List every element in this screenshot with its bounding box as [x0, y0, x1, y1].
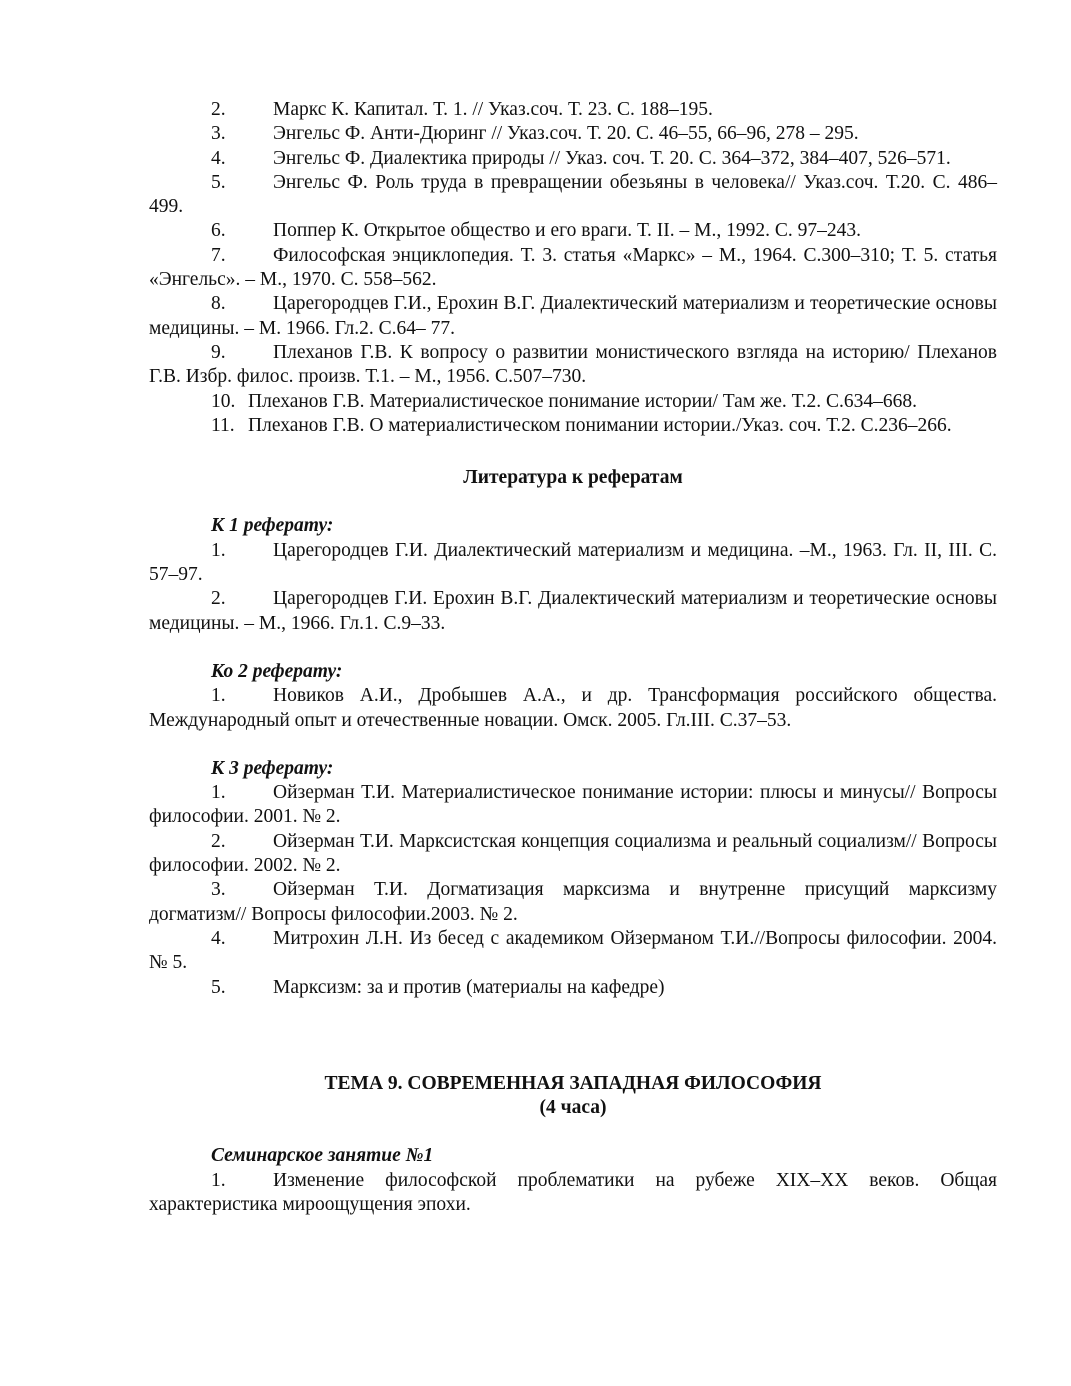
item-number: 4. — [211, 147, 226, 169]
list-item — [149, 171, 997, 220]
top-reference-list — [149, 98, 997, 438]
item-text: Поппер К. Открытое общество и его враги. Т. II. – М., 1992. С. 97–243. — [273, 220, 861, 242]
item-number: 5. — [211, 171, 226, 193]
list-item — [149, 1169, 997, 1218]
list-item — [149, 830, 997, 879]
list-item — [149, 878, 997, 927]
list-item — [149, 927, 997, 976]
topic-title: ТЕМА 9. СОВРЕМЕННАЯ ЗАПАДНАЯ ФИЛОСОФИЯ — [324, 1072, 822, 1094]
item-text: Царегородцев Г.И., Ерохин В.Г. Диалектический материализм и теоретические основы медицины. – М. 1966. Гл.2. С.64– 77. — [149, 293, 997, 339]
document-page — [149, 98, 997, 1217]
literature-section — [149, 757, 997, 1000]
item-text: Плеханов Г.В. Материалистическое понимание истории/ Там же. Т.2. С.634–668. — [248, 390, 917, 412]
literature-section — [149, 660, 997, 733]
topic-hours: (4 часа) — [539, 1097, 607, 1119]
literature-section — [149, 514, 997, 635]
section-heading: К 3 реферату: — [211, 757, 334, 779]
item-text: Энгельс Ф. Диалектика природы // Указ. соч. Т. 20. С. 364–372, 384–407, 526–571. — [273, 147, 951, 169]
item-text: Плеханов Г.В. О материалистическом понимании истории./Указ. соч. Т.2. С.236–266. — [248, 414, 952, 436]
item-text: Плеханов Г.В. К вопросу о развитии монистического взгляда на историю/ Плеханов Г.В. Избр. филос. произв. Т.1. – М., 1956. С.507–730. — [149, 341, 997, 388]
item-text: Новиков А.И., Дробышев А.А., и др. Трансформация российского общества. Международный опыт и отечественные новации. Омск. 2005. Гл.III. С.37–53. — [149, 685, 997, 731]
list-item — [149, 414, 997, 438]
list-item — [149, 781, 997, 830]
item-text: Ойзерман Т.И. Догматизация марксизма и внутренне присущий марксизму догматизм// Вопросы философии.2003. № 2. — [149, 879, 997, 925]
item-number: 3. — [211, 123, 226, 145]
item-text: Царегородцев Г.И. Ерохин В.Г. Диалектический материализм и теоретические основы медицины. – М., 1966. Гл.1. С.9–33. — [149, 588, 997, 634]
item-number: 8. — [211, 293, 226, 315]
section-heading: Ко 2 реферату: — [211, 660, 343, 682]
item-number: 1. — [211, 539, 226, 561]
item-number: 4. — [211, 927, 226, 949]
list-item — [149, 147, 997, 171]
item-text: Митрохин Л.Н. Из бесед с академиком Ойзерманом Т.И.//Вопросы философии. 2004. № 5. — [149, 927, 997, 974]
item-number: 1. — [211, 782, 226, 804]
list-item — [149, 244, 997, 293]
literature-title: Литература к рефератам — [463, 467, 683, 489]
topic-header — [149, 1072, 997, 1121]
item-number: 6. — [211, 220, 226, 242]
item-number: 10. — [211, 390, 236, 412]
seminar-heading: Семинарское занятие №1 — [211, 1145, 434, 1167]
item-number: 1. — [211, 1169, 226, 1191]
item-text: Царегородцев Г.И. Диалектический материализм и медицина. –М., 1963. Гл. II, III. С. 57–97. — [149, 539, 997, 586]
item-number: 5. — [211, 976, 226, 998]
list-item — [149, 219, 997, 243]
item-number: 2. — [211, 830, 226, 852]
item-text: Ойзерман Т.И. Марксистская концепция социализма и реальный социализм// Вопросы философии. 2002. № 2. — [149, 830, 997, 877]
seminar-section — [149, 1144, 997, 1217]
item-text: Ойзерман Т.И. Материалистическое понимание истории: плюсы и минусы// Вопросы философии. 2001. № 2. — [149, 782, 997, 828]
item-number: 7. — [211, 244, 226, 266]
item-number: 2. — [211, 99, 226, 120]
list-item — [149, 684, 997, 733]
item-text: Энгельс Ф. Роль труда в превращении обезьяны в человека// Указ.соч. Т.20. С. 486–499. — [149, 171, 997, 218]
item-text: Философская энциклопедия. Т. 3. статья «Маркс» – М., 1964. С.300–310; Т. 5. статья «Энгельс». – М., 1970. С. 558–562. — [149, 244, 997, 291]
item-number: 9. — [211, 341, 226, 363]
list-item — [149, 976, 997, 1000]
list-item — [149, 390, 997, 414]
item-number: 11. — [211, 414, 235, 436]
item-text: Марксизм: за и против (материалы на кафедре) — [273, 976, 665, 998]
list-item — [149, 292, 997, 341]
item-number: 2. — [211, 588, 226, 610]
list-item — [149, 539, 997, 588]
section-heading: К 1 реферату: — [211, 515, 334, 537]
item-number: 1. — [211, 685, 226, 707]
item-text: Изменение философской проблематики на рубеже XIX–XX веков. Общая характеристика мироощущения эпохи. — [149, 1169, 997, 1215]
item-text: Энгельс Ф. Анти-Дюринг // Указ.соч. Т. 20. С. 46–55, 66–96, 278 – 295. — [273, 123, 859, 145]
list-item — [149, 587, 997, 636]
list-item — [149, 122, 997, 146]
item-text: Маркс К. Капитал. Т. 1. // Указ.соч. Т. 23. С. 188–195. — [273, 99, 713, 120]
item-number: 3. — [211, 879, 226, 901]
list-item — [149, 341, 997, 390]
list-item — [149, 98, 997, 122]
